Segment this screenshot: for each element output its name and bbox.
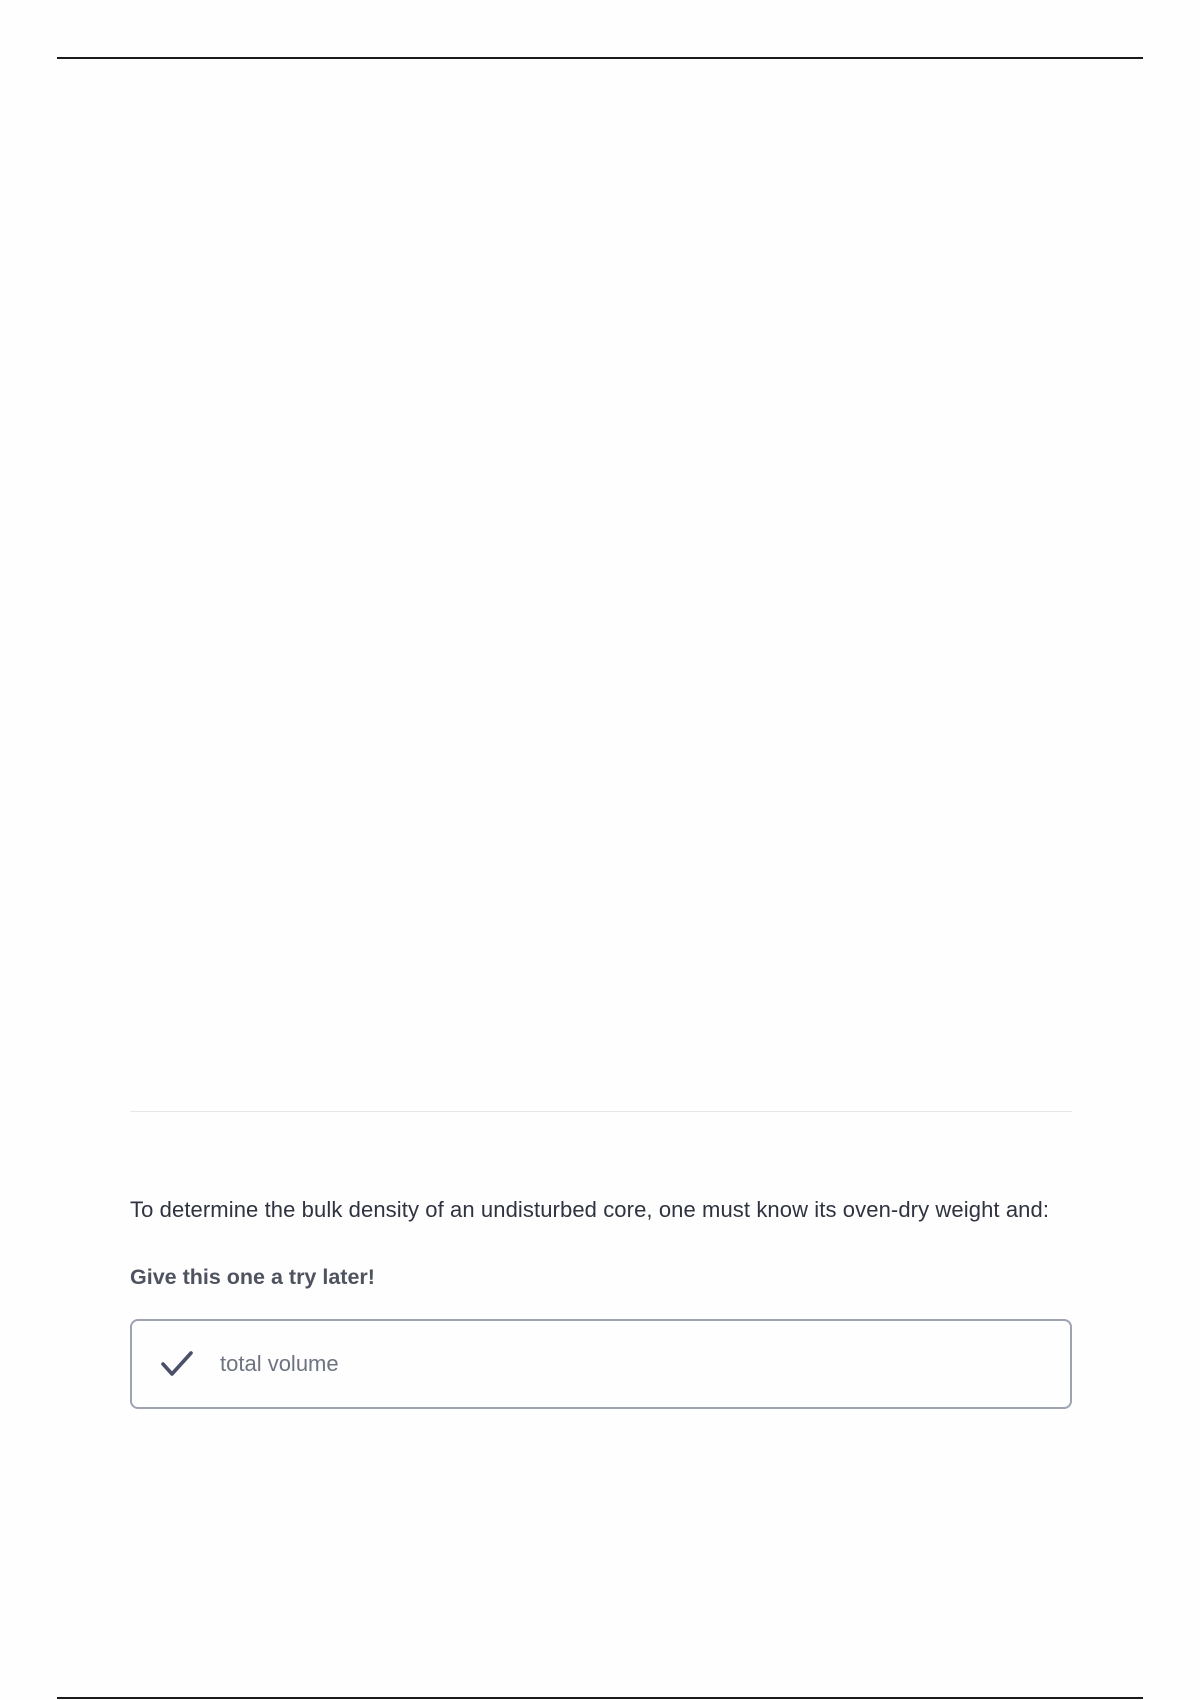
flashcard [130, 1111, 1072, 1409]
answer-label: total volume [220, 1351, 339, 1376]
checkmark-icon [160, 1347, 194, 1381]
answer-option[interactable] [130, 1319, 1072, 1409]
page-top-rule [57, 57, 1143, 59]
page-bottom-rule [57, 1697, 1143, 1699]
card-divider [130, 1111, 1072, 1112]
feedback-message: Give this one a try later! [130, 1265, 375, 1289]
question-text: To determine the bulk density of an undisturbed core, one must know its oven-dry weight and: [130, 1197, 1050, 1222]
